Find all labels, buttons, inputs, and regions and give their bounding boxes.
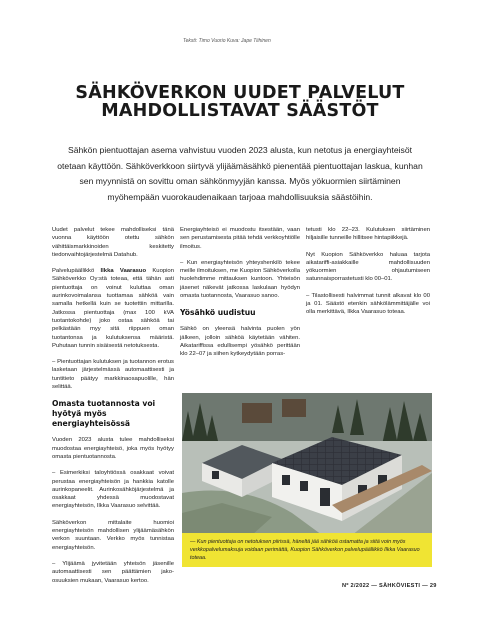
column-1 [52, 226, 174, 593]
headline-line-2: MAHDOLLISTAVAT SÄÄSTÖT [101, 101, 379, 121]
lead-paragraph: Sähkön pientuottajan asema vahvistuu vuoden 2023 alusta, kun netotus ja energiayhteisöt otetaan käyttöön. Sähköverkkoon siirtyvä ylijäämäsähkö pienentää pientuottajan laskua, kunhan sen myynnistä on sovittu oman sähkönmyyjän kanssa. Myös yökuormien siirtäminen myöhempään vuorokaudenaikaan tarjoaa mahdollisuuksia säästöihin. [57, 145, 423, 202]
page-footer: Nº 2/2022 — SÄHKÖVIESTI — 29 [342, 583, 437, 589]
col1-paragraph-1: Uudet palvelut tekee mahdolliseksi tänä vuonna käyttöön otettu sähkön vähittäismarkkinoiden keskitetty tiedonvaihtojärjestelmä Datahub. [52, 227, 174, 258]
subheading-night-electricity: Yösähkö uudistuu [180, 308, 256, 318]
col3-paragraph-3: – Tilastollisesti halvimmat tunnit alkavat klo 00 ja 01. Säästö etenkin sähkölämmittäjälle voi olla merkittävä, Ilkka Vaarasuo toteaa. [306, 292, 430, 316]
col1-paragraph-2 [52, 267, 174, 350]
aerial-house-illustration [182, 393, 432, 535]
col1-p2-pre: Palvelupäällikkö [52, 268, 101, 275]
photo-caption: — Kun pientuottaja on netotuksen piirissä, häneltä jää sähköä ostamatta ja siitä voin myös verkkopalvelumaksuja voidaan perimättä, Kuopion Sähköverkon palvelupäällikkö Ilkka Vaarasuo toteaa. [182, 533, 432, 567]
col2-paragraph-3: Sähkö on yleensä halvinta puolen yön jälkeen, jolloin sähköä käytetään vähiten. Aikatariffissa edullisempi yösähkö perittään klo 22–07 ja siihen kytkeydytään porras- [180, 326, 300, 358]
column-2 [180, 226, 300, 367]
col2-paragraph-2: – Kun energiayhteisön yhteyshenkilö tekee meille ilmoituksen, me Kuopion Sähköverkolla huolehdimme mittauksen kuntoon. Yhteisön jäsenet näkevät jatkossa laskulaan hyödyn omasta tuotannosta, Vaarasuo sanoo. [180, 259, 300, 300]
col3-paragraph-2: Nyt Kuopion Sähköverkko haluaa tarjota aikatariffi-asiakkaille mahdollisuuden yökuormien ohjautumiseen satunnaisporrastetusti klo 00–01. [306, 251, 430, 283]
col1-paragraph-6: Sähköverkon mittalaite huomioi energiayhteisön mahdollisen ylijäämäsähkön verkon suuntaan. Verkko myös tunnistaa energiayhteisön. [52, 519, 174, 551]
col2-paragraph-1: Energiayhteisö ei muodostu itsestään, vaan sen perustamisesta pitää tehdä verkkoyhtiölle ilmoitus. [180, 227, 300, 250]
column-3 [306, 226, 430, 325]
person-name: Ilkka Vaarasuo [100, 268, 147, 275]
col1-paragraph-4: Vuoden 2023 alusta tulee mahdolliseksi muodostaa energiayhteisö, joka myös hyötyy omasta pientuotannosta. [52, 437, 174, 460]
col1-paragraph-3: – Pientuottajan kulutuksen ja tuotannon erotus lasketaan järjestelmässä automaattisesti ja tuntitieto päätyy markkinaosapuolille, hän selittää. [52, 359, 174, 391]
col3-paragraph-1: tetusti klo 22–23. Kulutuksen siirtäminen hiljaisille tunneille hillitsee hintapiikkejä. [306, 227, 430, 242]
house-solar-photo [182, 393, 432, 535]
subheading-energy-community: Omasta tuotannosta voi hyötyä myös energiayhteisössä [52, 399, 156, 429]
byline: Teksti: Timo Vuorio Kuva: Jape Tiihinen [183, 38, 271, 44]
article-headline [40, 84, 440, 120]
col1-paragraph-7: – Ylijäämä jyvitetään yhteisön jäsenille automaattisesti sen päättämien jako-osuuksien mukaan, Vaarasuo kertoo. [52, 560, 174, 584]
col1-p2-post: Kuopion Sähköverkko Oy:stä toteaa, että tähän asti pientuottaja on voinut kuluttaa oman aurinkovoimalansa tuottamaa sähköä vain samalla hetkellä kuin se tuotettiin mittarilla. Jatkossa pientuottaja (max 100 kVA tuotantokohde) joko ostaa sähköä tai pelkästään myy sitä riippuen oman tuotantonsa ja kulutuksensa määristä. Puhutaan tunnin sisäisestä netotuksesta. [52, 268, 174, 349]
headline-line-1: SÄHKÖVERKON UUDET PALVELUT [75, 83, 405, 103]
col1-paragraph-5: – Esimerkiksi taloyhtiössä osakkaat voivat perustaa energiayhteisön ja hankkia katolle aurinkopaneelit. Aurinkosähköjärjestelmä ja osakkaat yhdessä muodostavat energiayhteisön, Ilkka Vaarasuo selvittää. [52, 470, 174, 510]
